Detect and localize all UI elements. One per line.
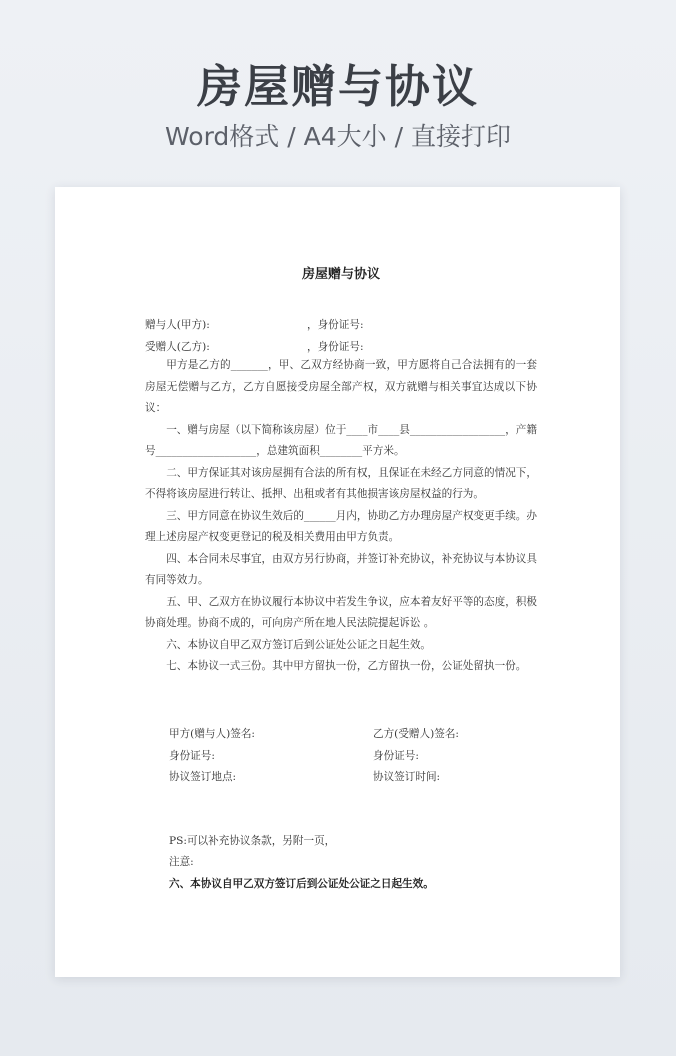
signing-place-label: 协议签订地点: xyxy=(169,771,237,783)
paragraph: 二、甲方保证其对该房屋拥有合法的所有权，且保证在未经乙方同意的情况下，不得将该房屋进行转让、抵押、出租或者有其他损害该房屋权益的行为。 xyxy=(145,466,537,500)
signature-row xyxy=(169,725,529,743)
donor-line xyxy=(145,316,537,334)
document-title: 房屋赠与协议 xyxy=(301,267,380,282)
donee-line xyxy=(145,338,537,356)
paragraph: 三、甲方同意在协议生效后的______月内，协助乙方办理房屋产权变更手续。办理上述房屋产权变更登记的税及相关费用由甲方负责。 xyxy=(145,509,537,543)
agreement-body xyxy=(145,355,537,678)
paragraph: 七、本协议一式三份。其中甲方留执一份，乙方留执一份，公证处留执一份。 xyxy=(166,660,527,672)
donor-id-label: ，身份证号: xyxy=(307,319,364,331)
attention-label: 注意: xyxy=(169,856,194,868)
donee-label: 受赠人(乙方): xyxy=(145,341,210,353)
paragraph: 四、本合同未尽事宜，由双方另行协商，并签订补充协议，补充协议与本协议具有同等效力。 xyxy=(145,552,537,586)
banner-title: 房屋赠与协议 xyxy=(196,60,479,113)
paragraph: 五、甲、乙双方在协议履行本协议中若发生争议，应本着友好平等的态度，积极协商处理。协商不成的，可向房产所在地人民法院提起诉讼 。 xyxy=(145,595,537,629)
donor-label: 赠与人(甲方): xyxy=(145,319,210,331)
document-page xyxy=(55,187,620,977)
ps-note: PS:可以补充协议条款，另附一页， xyxy=(169,835,336,847)
party-b-signature-label: 乙方(受赠人)签名: xyxy=(373,728,459,740)
paragraph: 甲方是乙方的_______，甲、乙双方经协商一致，甲方愿将自己合法拥有的一套房屋无偿赠与乙方，乙方自愿接受房屋全部产权，双方就赠与相关事宜达成以下协议： xyxy=(145,359,537,414)
party-a-signature-label: 甲方(赠与人)签名: xyxy=(169,728,255,740)
id-row xyxy=(169,747,529,765)
bold-note: 六、本协议自甲乙双方签订后到公证处公证之日起生效。 xyxy=(169,878,434,890)
signing-time-label: 协议签订时间: xyxy=(373,771,441,783)
banner-subtitle: Word格式 / A4大小 / 直接打印 xyxy=(165,122,511,151)
place-time-row xyxy=(169,768,529,786)
paragraph: 六、本协议自甲乙双方签订后到公证处公证之日起生效。 xyxy=(166,638,432,651)
party-b-id-label: 身份证号: xyxy=(373,750,419,762)
party-a-id-label: 身份证号: xyxy=(169,750,215,762)
paragraph: 一、赠与房屋（以下简称该房屋）位于____市____县__________________，产籍号___________________，总建筑面积________平方米。 xyxy=(145,423,537,457)
donee-id-label: ，身份证号: xyxy=(307,341,364,353)
